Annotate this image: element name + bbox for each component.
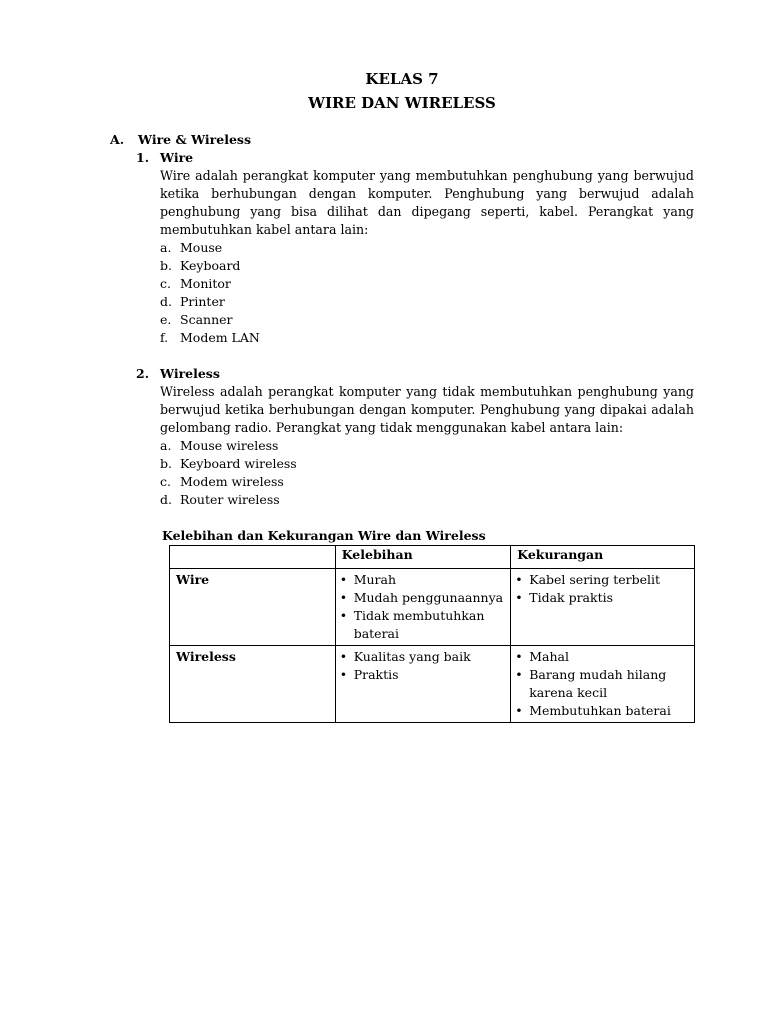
list-item (160, 257, 260, 275)
list-item (340, 648, 509, 666)
list-marker: a. (160, 438, 172, 453)
bullet-icon: • (515, 667, 523, 682)
section-a-heading (110, 131, 251, 149)
list-text: Murah (353, 572, 397, 587)
list-text: Mouse (180, 240, 223, 255)
list-item (515, 589, 692, 607)
list-marker: d. (160, 294, 172, 309)
list-marker: c. (160, 474, 171, 489)
list-text: Router wireless (180, 492, 280, 507)
list-text: Kabel sering terbelit (529, 572, 661, 587)
list-item (160, 293, 260, 311)
list-item (160, 491, 297, 509)
section-a-label: Wire & Wireless (138, 132, 251, 147)
item-wire-heading (136, 149, 193, 167)
wire-device-list (160, 239, 260, 347)
list-marker: f. (160, 330, 169, 345)
list-text: Keyboard wireless (180, 456, 297, 471)
table-header-empty (170, 546, 336, 569)
list-text: Scanner (180, 312, 233, 327)
list-text: Monitor (180, 276, 231, 291)
bullet-icon: • (515, 649, 523, 664)
list-text: Membutuhkan baterai (529, 703, 671, 718)
list-text: Keyboard (180, 258, 241, 273)
list-text: Tidak membutuhkan baterai (353, 608, 485, 641)
item-wire-label: Wire (160, 150, 194, 165)
list-item (340, 589, 509, 607)
wireless-kekurangan-cell (511, 646, 695, 723)
list-item (515, 702, 692, 720)
list-marker: e. (160, 312, 172, 327)
list-item (160, 473, 297, 491)
list-item (515, 648, 692, 666)
list-item (160, 275, 260, 293)
bullet-icon: • (339, 608, 348, 623)
item-wire-marker: 1. (136, 150, 150, 165)
table-row (170, 569, 695, 646)
bullet-icon: • (515, 703, 523, 718)
bullet-icon: • (339, 649, 348, 664)
list-text: Mudah penggunaannya (353, 590, 504, 605)
wireless-device-list (160, 437, 297, 509)
table-header-kekurangan: Kekurangan (511, 546, 695, 569)
list-text: Barang mudah hilang karena kecil (529, 667, 667, 700)
list-item (160, 437, 297, 455)
list-text: Mouse wireless (180, 438, 279, 453)
list-marker: a. (160, 240, 172, 255)
list-marker: c. (160, 276, 171, 291)
list-text: Mahal (529, 649, 569, 664)
item-wireless-label: Wireless (160, 366, 220, 381)
list-item (515, 571, 692, 589)
wireless-kelebihan-cell (335, 646, 511, 723)
row-label-wireless: Wireless (170, 646, 336, 723)
list-text: Praktis (353, 667, 399, 682)
document-title-topic: WIRE DAN WIRELESS (308, 94, 496, 112)
bullet-icon: • (339, 590, 348, 605)
list-item (340, 607, 509, 643)
list-item (160, 239, 260, 257)
item-wireless-heading (136, 365, 220, 383)
table-header-kelebihan: Kelebihan (335, 546, 511, 569)
wire-kekurangan-cell (511, 569, 695, 646)
list-text: Modem LAN (180, 330, 260, 345)
list-text: Kualitas yang baik (353, 649, 471, 664)
wire-kelebihan-list (336, 569, 511, 645)
list-item (160, 329, 260, 347)
document-title-class: KELAS 7 (365, 70, 439, 88)
table-header-row (170, 546, 695, 569)
list-item (160, 455, 297, 473)
wire-kekurangan-list (511, 569, 694, 609)
wire-kelebihan-cell (335, 569, 511, 646)
wireless-kekurangan-list (511, 646, 694, 722)
list-item (160, 311, 260, 329)
row-label-wire: Wire (170, 569, 336, 646)
comparison-table-title: Kelebihan dan Kekurangan Wire dan Wireless (162, 528, 486, 543)
comparison-table (169, 545, 695, 723)
wireless-kelebihan-list (336, 646, 511, 686)
list-item (340, 666, 509, 684)
section-a-marker: A. (110, 132, 125, 147)
list-text: Tidak praktis (529, 590, 614, 605)
wireless-paragraph: Wireless adalah perangkat komputer yang tidak membutuhkan penghubung yang berwujud ketika berhubungan dengan komputer. Penghubung yang dipakai adalah gelombang radio. Perangkat yang tidak menggunakan kabel antara lain: (160, 384, 694, 435)
list-text: Printer (180, 294, 225, 309)
item-wireless-marker: 2. (136, 366, 150, 381)
list-text: Modem wireless (180, 474, 284, 489)
table-row (170, 646, 695, 723)
list-marker: b. (160, 456, 172, 471)
list-marker: b. (160, 258, 172, 273)
list-marker: d. (160, 492, 172, 507)
list-item (340, 571, 509, 589)
list-item (515, 666, 692, 702)
bullet-icon: • (339, 667, 348, 682)
wire-paragraph: Wire adalah perangkat komputer yang membutuhkan penghubung yang berwujud ketika berhubungan dengan komputer. Penghubung yang berwujud adalah penghubung yang bisa dilihat dan dipegang seperti, kabel. Perangkat yang membutuhkan kabel antara lain: (160, 168, 694, 237)
bullet-icon: • (515, 572, 523, 587)
bullet-icon: • (515, 590, 523, 605)
bullet-icon: • (339, 572, 348, 587)
